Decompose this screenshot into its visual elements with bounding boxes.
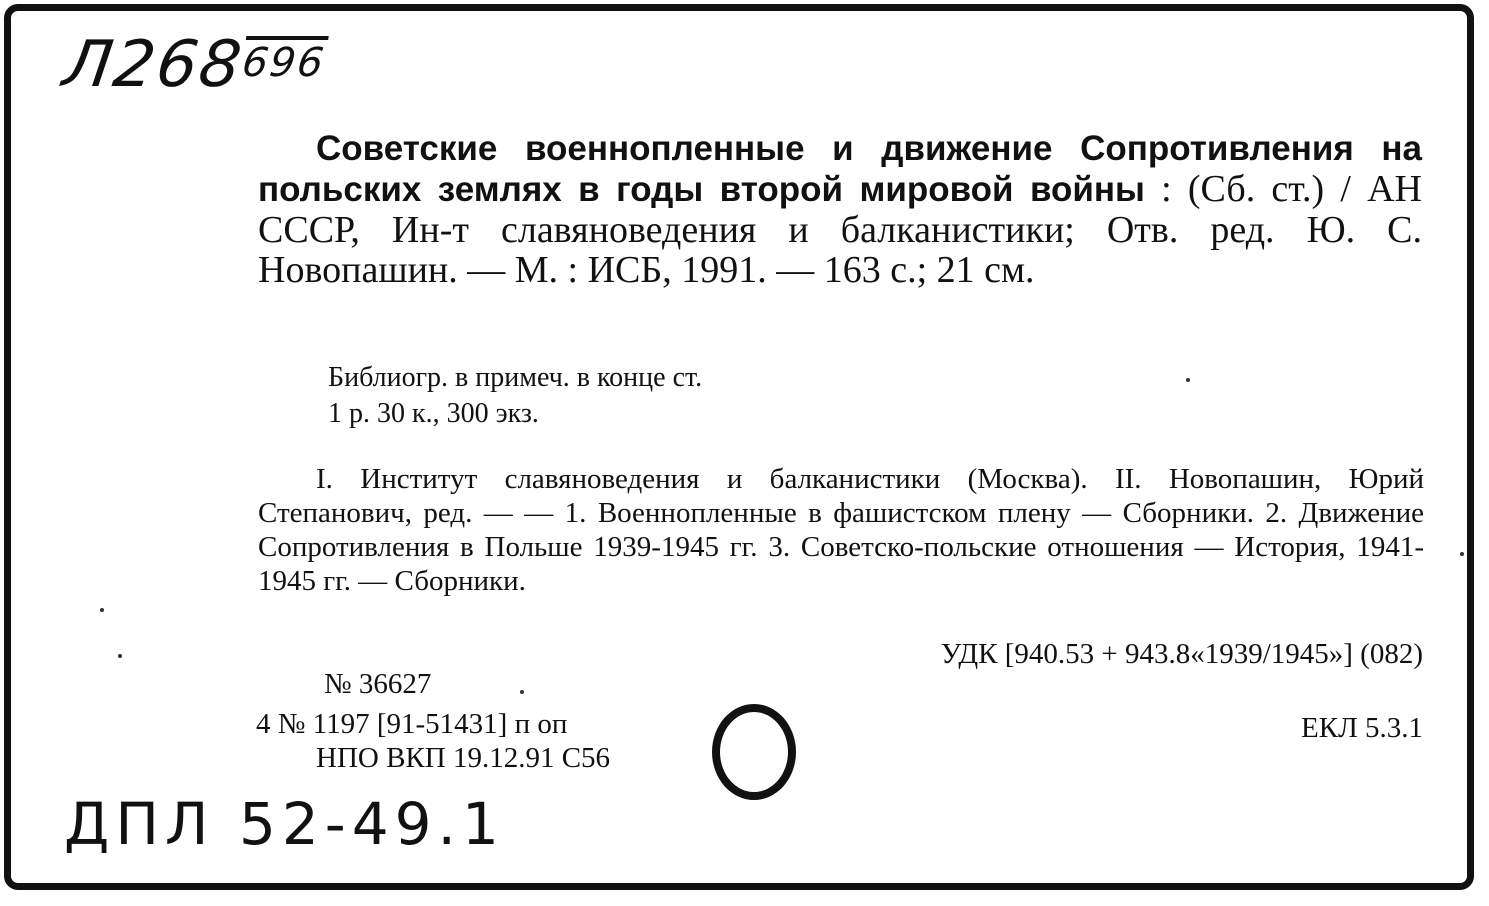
book-title: Советские военнопленные и движение Сопротивления на польских землях в годы второй мировой войны: [258, 129, 1422, 209]
tracings-text: I. Институт славяноведения и балканистики (Москва). II. Новопашин, Юрий Степанович, ред. — — 1. Военнопленные в фашистском плену — Сборники. 2. Движение Сопротивления в Польше 1939-1945 гг. 3. Советско-польские отношения — История, 1941-1945 гг. — Сборники.: [258, 463, 1424, 597]
stamp-circle: [712, 704, 796, 800]
description-details: : (Сб. ст.) / АН СССР, Ин-т славяноведения и балканистики; Отв. ред. Ю. С. Новопашин. — М. : ИСБ, 1991. — 163 с.; 21 см.: [258, 168, 1422, 291]
bibliography-note: Библиогр. в примеч. в конце ст.: [328, 362, 703, 393]
udk-classification: УДК [940.53 + 943.8«1939/1945»] (082): [940, 638, 1423, 670]
card-number: № 36627: [324, 668, 432, 700]
handwritten-shelf-mark-superscript: 696: [239, 40, 329, 86]
bibliographic-description: [258, 128, 1422, 290]
speck: [1186, 378, 1190, 382]
handwritten-inventory-code: ДПЛ 52-49.1: [64, 790, 505, 858]
speck: [100, 608, 104, 612]
ekl-code: ЕКЛ 5.3.1: [1301, 712, 1423, 744]
print-info-line-1: 4 № 1197 [91-51431] п оп: [256, 708, 568, 740]
print-info-line-2: НПО ВКП 19.12.91 С56: [316, 742, 611, 774]
speck: [520, 690, 524, 694]
notes-block: [328, 360, 702, 432]
speck: [1460, 552, 1464, 556]
speck: [118, 654, 122, 658]
handwritten-shelf-mark: $Л268^{696}$: [58, 28, 329, 102]
subject-tracings: [258, 462, 1424, 598]
price-note: 1 р. 30 к., 300 экз.: [328, 398, 539, 429]
